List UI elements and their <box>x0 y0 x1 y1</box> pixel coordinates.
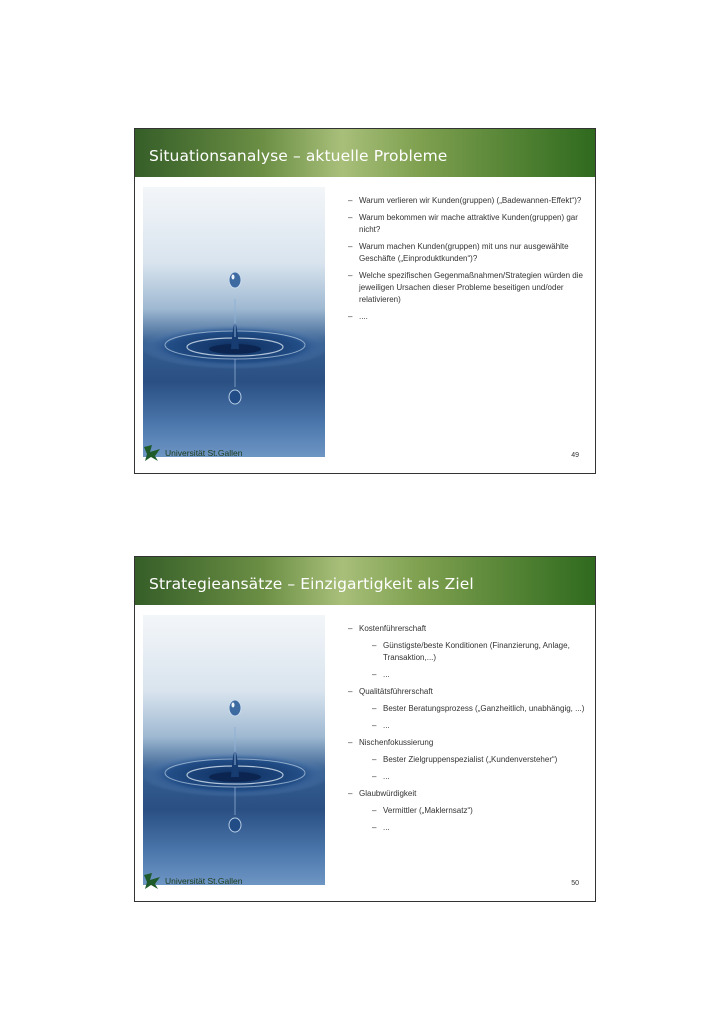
bullet-item: – Qualitätsführerschaft <box>347 686 587 698</box>
logo-text: Universität St.Gallen <box>165 876 243 886</box>
bullet-item: – Kostenführerschaft <box>347 623 587 635</box>
page-number: 50 <box>571 880 579 887</box>
logo-text: Universität St.Gallen <box>165 448 243 458</box>
slide-title: Strategieansätze – Einzigartigkeit als Ziel <box>149 575 474 593</box>
sub-bullet-item: – ... <box>371 771 587 783</box>
water-drop-photo <box>143 187 325 457</box>
sub-bullet-item: – Bester Zielgruppenspezialist („Kundenversteher“) <box>371 754 587 766</box>
bullet-item: – Welche spezifischen Gegenmaßnahmen/Strategien würden die jeweiligen Ursachen dieser Probleme beseitigen und/oder relativieren) <box>347 270 587 306</box>
sub-bullet-item: – ... <box>371 669 587 681</box>
sub-bullet-item: – Bester Beratungsprozess („Ganzheitlich, unabhängig, ...) <box>371 703 587 715</box>
bullet-item: – Nischenfokussierung <box>347 737 587 749</box>
slide-title-bar <box>135 557 595 605</box>
bullet-item: – Warum machen Kunden(gruppen) mit uns nur ausgewählte Geschäfte („Einproduktkunden“)? <box>347 241 587 265</box>
slide-50 <box>134 556 596 902</box>
sub-bullet-item: – Vermittler („Maklernsatz“) <box>371 805 587 817</box>
page-number: 49 <box>571 452 579 459</box>
bullet-list <box>347 195 587 328</box>
bullet-item: – Warum verlieren wir Kunden(gruppen) („Badewannen-Effekt“)? <box>347 195 587 207</box>
water-drop-photo <box>143 615 325 885</box>
sub-bullet-item: – ... <box>371 822 587 834</box>
slide-title-bar <box>135 129 595 177</box>
bullet-list <box>347 623 587 839</box>
sub-bullet-item: – ... <box>371 720 587 732</box>
bullet-item: – .... <box>347 311 587 323</box>
slide-49 <box>134 128 596 474</box>
university-logo-icon <box>143 872 161 890</box>
bullet-item: – Warum bekommen wir mache attraktive Kunden(gruppen) gar nicht? <box>347 212 587 236</box>
university-logo <box>143 871 242 891</box>
university-logo <box>143 443 242 463</box>
bullet-item: – Glaubwürdigkeit <box>347 788 587 800</box>
slide-title: Situationsanalyse – aktuelle Probleme <box>149 147 448 165</box>
university-logo-icon <box>143 444 161 462</box>
sub-bullet-item: – Günstigste/beste Konditionen (Finanzierung, Anlage, Transaktion,...) <box>371 640 587 664</box>
